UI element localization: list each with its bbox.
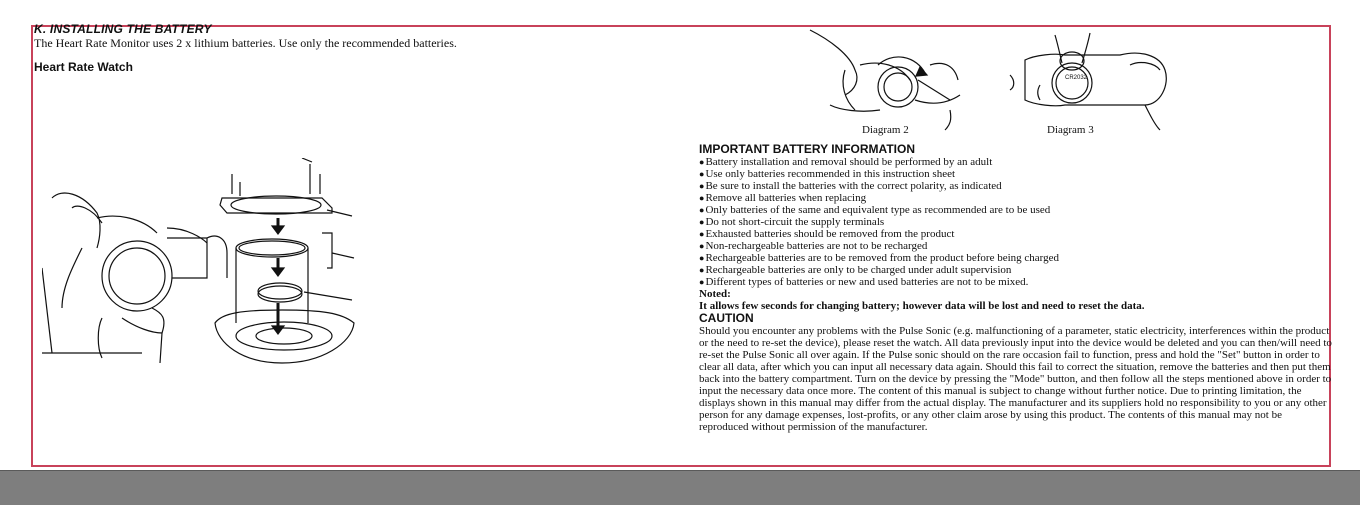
list-item: ● Exhausted batteries should be removed from the product (699, 228, 1339, 240)
caution-title: CAUTION (699, 311, 754, 325)
list-item: ● Non-rechargeable batteries are not to be recharged (699, 240, 1339, 252)
section-title: K. INSTALLING THE BATTERY (34, 22, 212, 36)
noted-text: It allows few seconds for changing battery; however data will be lost and need to reset the data. (699, 300, 1145, 312)
battery-label: CR2032 (1065, 75, 1088, 81)
list-item: ● Only batteries of the same and equivalent type as recommended are to be used (699, 204, 1339, 216)
list-item: ● Be sure to install the batteries with the correct polarity, as indicated (699, 180, 1339, 192)
watch-heading: Heart Rate Watch (34, 60, 133, 74)
list-item: ● Do not short-circuit the supply terminals (699, 216, 1339, 228)
watch-battery-illustration (42, 158, 372, 373)
section-intro: The Heart Rate Monitor uses 2 x lithium batteries. Use only the recommended batteries. (34, 36, 457, 50)
list-item: ● Rechargeable batteries are only to be charged under adult supervision (699, 264, 1339, 276)
list-item: ● Remove all batteries when replacing (699, 192, 1339, 204)
list-item: ● Different types of batteries or new and used batteries are not to be mixed. (699, 276, 1339, 288)
battery-info-column (699, 143, 1339, 433)
battery-info-title: IMPORTANT BATTERY INFORMATION (699, 142, 915, 156)
noted-label: Noted: (699, 288, 731, 300)
list-item: ● Rechargeable batteries are to be removed from the product before being charged (699, 252, 1339, 264)
list-item: ● Battery installation and removal should be performed by an adult (699, 156, 1339, 168)
diagram-3-caption: Diagram 3 (1047, 124, 1094, 136)
diagram-2-caption: Diagram 2 (862, 124, 909, 136)
list-item: ● Use only batteries recommended in this instruction sheet (699, 168, 1339, 180)
bottom-bar (0, 470, 1360, 505)
battery-info-list (699, 156, 1339, 288)
battery-diagrams (800, 25, 1180, 135)
caution-text: Should you encounter any problems with the Pulse Sonic (e.g. malfunctioning of a parameter, static electricity, interferences within the product or the need to re-set the device), please reset the watch. All data previously input into the device would be deleted and you can then/will need to re-set the Pulse Sonic all over again. If the Pulse sonic should on the rare occasion fail to function, press and hold the "Set" button in order to clear all data, after which you can input all necessary data again. Should this fail to correct the situation, remove the batteries and then put them back into the battery compartment. Turn on the device by pressing the "Mode" button, and then follow all the steps mentioned above in order to input the necessary data once more. The content of this manual is subject to change without further notice. Due to printing limitation, the displays shown in this manual may differ from the actual display. The manufacturer and its suppliers hold no responsibility to you or any other person for any damage expenses, lost-profits, or any other claim arose by using this product. The contents of this manual may not be reproduced without permission of the manufacturer. (699, 325, 1332, 433)
